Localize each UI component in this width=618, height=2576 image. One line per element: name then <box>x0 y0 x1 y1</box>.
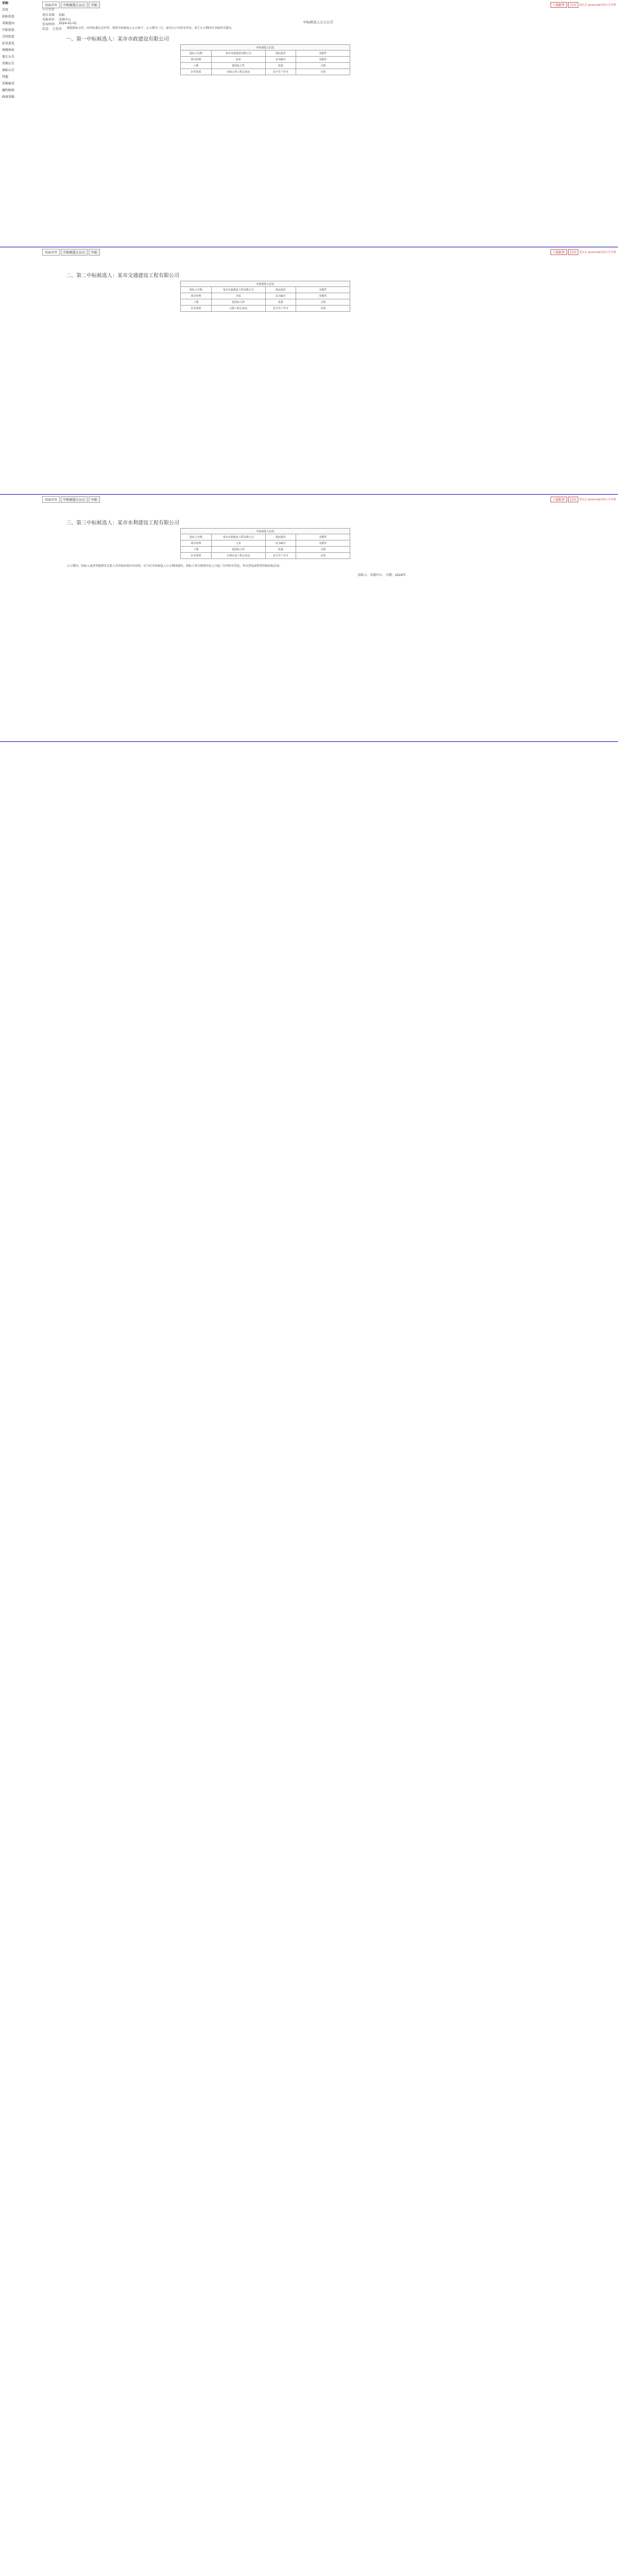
table-row <box>181 57 350 63</box>
sidebar-item-label: 采购公告 <box>2 62 15 65</box>
right-toolbar <box>551 249 616 255</box>
cell-value: 有效 <box>296 306 350 312</box>
sidebar-item-11[interactable] <box>2 74 42 80</box>
cell-key: 项目经理 <box>181 540 212 547</box>
sidebar-item-10[interactable] <box>2 67 42 74</box>
sidebar-item-14[interactable] <box>2 94 42 100</box>
info-value: 已发布 <box>53 27 62 31</box>
cell-value: 合格 <box>296 63 350 69</box>
cell-key: 安全生产许可 <box>265 69 296 75</box>
cell-key: 企业资质 <box>181 553 212 559</box>
right-toolbar <box>551 497 616 502</box>
cell-key: 工期 <box>181 63 212 69</box>
tab-candidates[interactable]: 中标候选人公示 <box>61 2 88 8</box>
screen-page-2 <box>0 247 618 495</box>
right-toolbar <box>551 2 616 8</box>
cell-key: 工期 <box>181 547 212 553</box>
sidebar-item-12[interactable] <box>2 80 42 87</box>
sidebar-item-3[interactable] <box>2 20 42 27</box>
sidebar-item-4[interactable] <box>2 27 42 33</box>
section-title: 二、第二中标候选人：某市交通建设工程有限公司 <box>66 273 179 279</box>
sidebar-item-0[interactable] <box>2 0 42 7</box>
table-row <box>181 287 350 293</box>
cell-key: 质量 <box>265 547 296 553</box>
cell-key: 证书编号 <box>265 540 296 547</box>
cell-key: 证书编号 <box>265 293 296 299</box>
tab-home[interactable]: 页面首页 <box>42 496 60 503</box>
cell-value: 有效 <box>296 553 350 559</box>
cell-key: 项目经理 <box>181 293 212 299</box>
cell-key: 企业资质 <box>181 306 212 312</box>
document-title: 中标候选人公示公告 <box>303 20 334 24</box>
document-body <box>61 267 576 312</box>
sidebar-item-label: 资格预审 <box>2 48 15 52</box>
candidate-table <box>180 281 350 312</box>
sidebar-item-label: 采购 <box>2 2 9 5</box>
cell-value: 见附件 <box>296 50 350 57</box>
table-row <box>181 306 350 312</box>
screen-page-3 <box>0 495 618 742</box>
cell-value: 某市水利建设工程有限公司 <box>211 534 265 540</box>
tab-candidates[interactable]: 中标候选人公示 <box>61 249 88 256</box>
sidebar-item-label: 采购意向 <box>2 22 15 25</box>
cell-value: 见附件 <box>296 534 350 540</box>
cell-key: 投标人名称 <box>181 287 212 293</box>
cell-value: 有效 <box>296 69 350 75</box>
tab-home[interactable]: 页面首页 <box>42 2 60 8</box>
cell-value: 见附件 <box>296 293 350 299</box>
sidebar-item-9[interactable] <box>2 60 42 67</box>
sidebar-item-5[interactable] <box>2 33 42 40</box>
info-value: 2024-01-01 <box>59 22 77 25</box>
cell-key: 投标报价 <box>265 287 296 293</box>
candidate-table <box>180 44 350 75</box>
cell-value: 按招标文件 <box>211 547 265 553</box>
print-button[interactable]: 打印 <box>568 497 578 502</box>
cell-value: 合格 <box>296 547 350 553</box>
cell-value: 某市市政建设有限公司 <box>211 50 265 57</box>
sidebar-item-label: 合同信息 <box>2 35 15 39</box>
sidebar-item-7[interactable] <box>2 47 42 54</box>
cell-key: 质量 <box>265 299 296 306</box>
sidebar-item-label: 废标公告 <box>2 69 15 72</box>
sidebar-item-label: 首页 <box>2 8 9 12</box>
sidebar-item-label: 履约验收 <box>2 89 15 92</box>
sidebar-item-label: 招标信息 <box>2 15 15 19</box>
cell-value: 李某 <box>211 293 265 299</box>
table-row <box>181 534 350 540</box>
cell-value: 见附件 <box>296 540 350 547</box>
info-value: 采购中心 <box>59 18 72 22</box>
info-key: 状态 <box>42 27 49 31</box>
table-caption: 中标候选人信息 <box>181 529 350 534</box>
sidebar <box>2 0 42 100</box>
cell-value: 水利水电工程总承包 <box>211 553 265 559</box>
info-key: 采购单位 <box>42 18 55 22</box>
download-button[interactable]: 下载附件 <box>551 2 567 8</box>
info-value: 招标 <box>59 13 65 17</box>
cell-key: 安全生产许可 <box>265 306 296 312</box>
closing-paragraph: 公示期内，投标人或者其他利害关系人对评标结果有异议的，应当在中标候选人公示期间提出。招标人将自收到异议之日起三日内作出答复，作出答复前暂停招标投标活动。 <box>67 565 283 568</box>
info-key: 项目名称 <box>42 13 55 17</box>
tab-award[interactable]: 中标 <box>89 2 100 8</box>
cell-key: 投标人名称 <box>181 50 212 57</box>
cell-key: 投标报价 <box>265 50 296 57</box>
info-key: 发布时间 <box>42 23 55 26</box>
tab-award[interactable]: 中标 <box>89 249 100 256</box>
tab-bar <box>42 249 100 256</box>
download-button[interactable]: 下载附件 <box>551 497 567 502</box>
section-title: 一、第一中标候选人：某市市政建设有限公司 <box>66 37 169 42</box>
cell-key: 项目经理 <box>181 57 212 63</box>
cell-value: 某市交通建设工程有限公司 <box>211 287 265 293</box>
document-body <box>61 514 576 577</box>
detail-link[interactable]: 请点击 javascript查看公告详情 <box>579 498 616 501</box>
table-row <box>181 299 350 306</box>
cell-value: 见附件 <box>296 287 350 293</box>
screen-page-1 <box>0 0 618 247</box>
candidate-table <box>180 528 350 559</box>
table-row <box>181 293 350 299</box>
table-caption: 中标候选人信息 <box>181 281 350 287</box>
cell-value: 张某 <box>211 57 265 63</box>
detail-link[interactable]: 请点击 javascript查看公告详情 <box>579 4 616 7</box>
intro-paragraph: 根据招标文件，经评标委员会评审，现将中标候选人公示如下，公示期为三日。如对公示内容有异议，请于公示期内以书面形式提出。 <box>67 27 234 30</box>
cell-value: 市政公用工程总承包 <box>211 69 265 75</box>
sidebar-item-label: 其他 <box>2 75 9 79</box>
cell-value: 按招标文件 <box>211 299 265 306</box>
detail-link[interactable]: 请点击 javascript查看公告详情 <box>579 251 616 254</box>
download-button[interactable]: 下载附件 <box>551 249 567 255</box>
cell-key: 工期 <box>181 299 212 306</box>
print-button[interactable]: 打印 <box>568 249 578 255</box>
sidebar-item-2[interactable] <box>2 13 42 20</box>
sidebar-item-13[interactable] <box>2 87 42 94</box>
sidebar-item-label: 采购需求 <box>2 82 15 86</box>
tab-home[interactable]: 页面首页 <box>42 249 60 256</box>
tab-bar <box>42 496 100 503</box>
table-row <box>181 553 350 559</box>
cell-value: 见附件 <box>296 57 350 63</box>
cell-key: 质量 <box>265 63 296 69</box>
print-button[interactable]: 打印 <box>568 2 578 8</box>
sidebar-item-label: 政府采购 <box>2 95 15 99</box>
cell-key: 投标报价 <box>265 534 296 540</box>
sidebar-item-6[interactable] <box>2 40 42 47</box>
page-root <box>0 0 618 742</box>
cell-key: 安全生产许可 <box>265 553 296 559</box>
page-subtitle: 公告信息 <box>42 8 55 11</box>
sidebar-item-8[interactable] <box>2 54 42 60</box>
cell-value: 按招标文件 <box>211 63 265 69</box>
sidebar-item-1[interactable] <box>2 7 42 13</box>
cell-key: 企业资质 <box>181 69 212 75</box>
document-body <box>61 20 576 75</box>
sidebar-item-label: 中标信息 <box>2 28 15 32</box>
signature: 招标人：采购中心 日期：2024年 <box>357 573 406 577</box>
table-row <box>181 69 350 75</box>
cell-key: 证书编号 <box>265 57 296 63</box>
cell-value: 合格 <box>296 299 350 306</box>
cell-value: 公路工程总承包 <box>211 306 265 312</box>
cell-value: 王某 <box>211 540 265 547</box>
sidebar-item-label: 征求意见 <box>2 42 15 45</box>
table-row <box>181 540 350 547</box>
table-row <box>181 50 350 57</box>
section-title: 三、第三中标候选人：某市水利建设工程有限公司 <box>66 520 179 526</box>
sidebar-item-label: 更正公告 <box>2 55 15 59</box>
info-row <box>42 12 94 17</box>
tab-award[interactable]: 中标 <box>89 496 100 503</box>
table-row <box>181 547 350 553</box>
tab-candidates[interactable]: 中标候选人公示 <box>61 496 88 503</box>
table-caption: 中标候选人信息 <box>181 45 350 50</box>
table-row <box>181 63 350 69</box>
cell-key: 投标人名称 <box>181 534 212 540</box>
